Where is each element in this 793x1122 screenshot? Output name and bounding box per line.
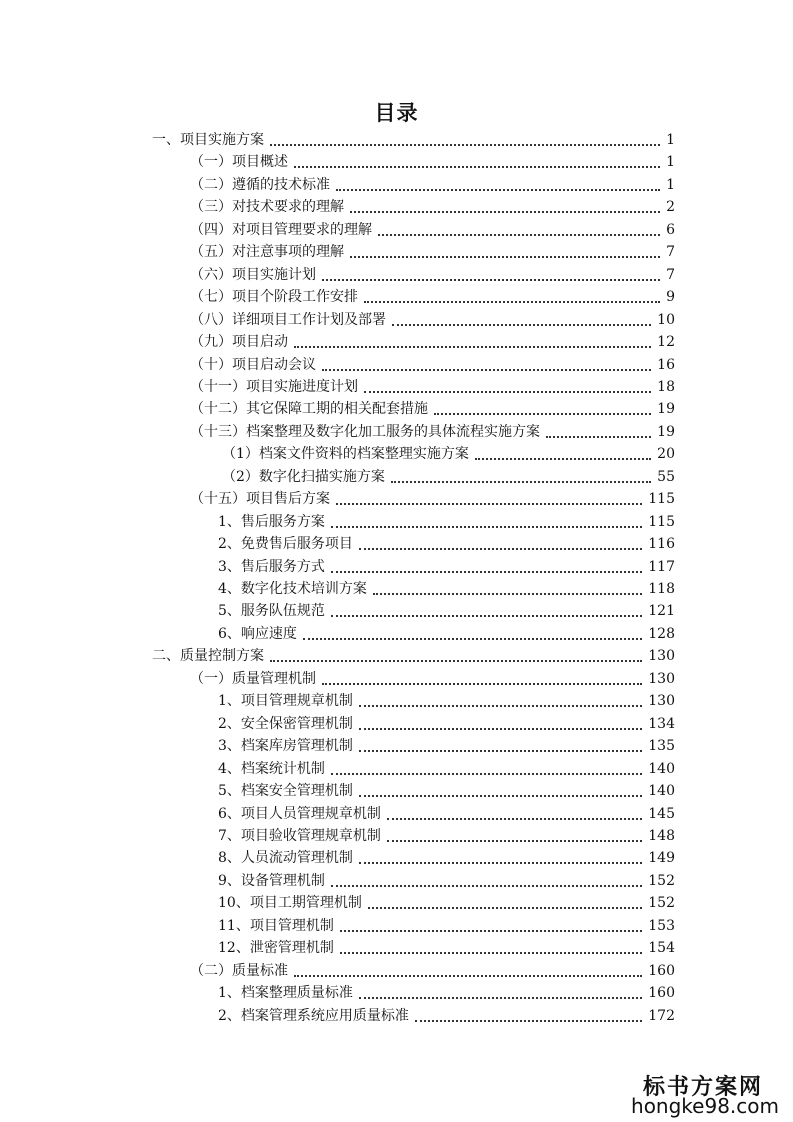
toc-leader-dots [359,985,642,999]
toc-entry[interactable] [190,172,675,194]
toc-entry-label: （十）项目启动会议 [190,356,316,373]
toc-entry-label: 11、项目管理机制 [218,917,334,934]
toc-entry-label: 2、安全保密管理机制 [218,715,353,732]
toc-entry-label: 1、售后服务方案 [218,513,325,530]
toc-entry-label: （四）对项目管理要求的理解 [190,221,372,238]
toc-entry-page: 10 [657,311,675,328]
toc-leader-dots [359,783,642,797]
toc-entry[interactable] [218,801,675,823]
toc-leader-dots [359,738,642,752]
toc-entry[interactable] [218,778,675,800]
toc-leader-dots [340,918,642,932]
toc-entry-label: 7、项目验收管理规章机制 [218,827,381,844]
toc-entry[interactable] [190,284,675,306]
toc-entry-page: 130 [648,693,675,710]
toc-leader-dots [373,581,642,595]
toc-entry-label: 二、质量控制方案 [152,648,264,665]
page-title: 目录 [374,101,419,125]
toc-entry-label: （六）项目实施计划 [190,266,316,283]
toc-leader-dots [336,491,642,505]
toc-entry-label: （2）数字化扫描实施方案 [222,468,385,485]
toc-entry[interactable] [190,486,675,508]
toc-entry-page: 116 [648,536,675,553]
toc-entry-page: 153 [648,917,675,934]
toc-entry-label: （十三）档案整理及数字化加工服务的具体流程实施方案 [190,423,540,440]
toc-entry-page: 160 [648,962,675,979]
toc-leader-dots [322,267,660,281]
toc-entry-page: 130 [648,670,675,687]
toc-leader-dots [350,244,660,258]
toc-entry-label: 9、设备管理机制 [218,872,325,889]
toc-entry-page: 9 [666,289,675,306]
toc-entry[interactable] [218,554,675,576]
toc-leader-dots [364,379,651,393]
toc-entry[interactable] [222,464,675,486]
toc-entry-page: 160 [648,985,675,1002]
toc-leader-dots [294,154,660,168]
toc-entry-page: 6 [666,221,675,238]
toc-leader-dots [331,761,642,775]
toc-entry-label: 5、档案安全管理机制 [218,783,353,800]
toc-entry[interactable] [218,733,675,755]
toc-leader-dots [359,693,642,707]
toc-entry-label: 2、免费售后服务项目 [218,536,353,553]
toc-entry[interactable] [218,598,675,620]
toc-entry-page: 1 [666,132,675,148]
toc-entry-page: 18 [657,378,675,395]
toc-entry-label: 1、项目管理规章机制 [218,693,353,710]
toc-entry[interactable] [218,756,675,778]
toc-entry-page: 55 [657,468,675,485]
toc-entry-label: （一）项目概述 [190,154,288,171]
toc-entry-page: 145 [648,805,675,822]
toc-entry-label: （十一）项目实施进度计划 [190,378,358,395]
toc-entry[interactable] [152,643,675,665]
toc-entry-label: 2、档案管理系统应用质量标准 [218,1007,409,1024]
toc-leader-dots [359,850,642,864]
toc-entry-label: 一、项目实施方案 [152,132,264,148]
toc-entry-page: 121 [648,603,675,620]
toc-entry-page: 1 [666,176,675,193]
toc-leader-dots [546,424,651,438]
toc-leader-dots [391,469,651,483]
toc-leader-dots [434,401,651,415]
toc-entry-label: 10、项目工期管理机制 [218,895,362,912]
toc-leader-dots [415,1008,642,1022]
toc-entry-label: 5、服务队伍规范 [218,603,325,620]
toc-leader-dots [331,514,642,528]
toc-leader-dots [387,828,642,842]
toc-entry-page: 134 [648,715,675,732]
toc-entry[interactable] [218,1003,675,1025]
toc-leader-dots [387,806,642,820]
toc-leader-dots [270,132,660,146]
toc-entry[interactable] [190,239,675,261]
toc-entry-label: （二）遵循的技术标准 [190,176,330,193]
toc-entry-page: 118 [648,581,675,597]
toc-entry-label: 6、响应速度 [218,625,297,642]
toc-leader-dots [336,177,660,191]
toc-entry-page: 152 [648,872,675,889]
toc-leader-dots [322,671,642,685]
toc-entry-label: （八）详细项目工作计划及部署 [190,311,386,328]
toc-entry-page: 149 [648,850,675,867]
toc-entry-label: （十五）项目售后方案 [190,491,330,508]
toc-entry-page: 140 [648,760,675,777]
toc-entry[interactable] [218,913,675,935]
watermark-url: hongke98.com [631,1094,779,1118]
toc-entry[interactable] [218,688,675,710]
toc-entry[interactable] [218,935,675,957]
toc-entry[interactable] [190,217,675,239]
toc-entry[interactable] [190,262,675,284]
toc-entry-label: （三）对技术要求的理解 [190,199,344,216]
toc-entry[interactable] [218,823,675,845]
toc-entry[interactable] [218,980,675,1002]
toc-entry-label: （1）档案文件资料的档案整理实施方案 [222,446,469,463]
toc-entry[interactable] [190,307,675,329]
toc-leader-dots [322,357,651,371]
toc-entry-page: 7 [666,266,675,283]
toc-entry-page: 130 [648,648,675,665]
toc-leader-dots [294,334,651,348]
toc-entry-label: （九）项目启动 [190,334,288,351]
toc-entry[interactable] [190,374,675,396]
toc-entry-label: 12、泄密管理机制 [218,940,334,957]
toc-leader-dots [350,199,660,213]
toc-entry-label: 4、数字化技术培训方案 [218,581,367,597]
toc-entry[interactable] [190,958,675,980]
toc-entry-label: 3、档案库房管理机制 [218,738,353,755]
toc-leader-dots [359,716,642,730]
toc-entry-page: 115 [648,491,675,508]
toc-entry[interactable] [218,711,675,733]
toc-entry-page: 115 [648,513,675,530]
toc-leader-dots [359,536,642,550]
toc-entry[interactable] [152,127,675,149]
toc-entry[interactable] [218,509,675,531]
toc-entry[interactable] [218,845,675,867]
toc-entry-label: 6、项目人员管理规章机制 [218,805,381,822]
toc-entry[interactable] [190,396,675,418]
toc-entry-page: 128 [648,625,675,642]
toc-entry-page: 140 [648,783,675,800]
toc-entry[interactable] [190,194,675,216]
toc-entry-label: （七）项目个阶段工作安排 [190,289,358,306]
toc-entry-label: 1、档案整理质量标准 [218,985,353,1002]
toc-entry-page: 172 [648,1007,675,1024]
toc-entry[interactable] [218,531,675,553]
toc-entry[interactable] [190,329,675,351]
toc-entry[interactable] [190,149,675,171]
toc-leader-dots [294,963,642,977]
toc-leader-dots [364,289,660,303]
toc-entry-label: （十二）其它保障工期的相关配套措施 [190,401,428,418]
toc-entry-page: 135 [648,738,675,755]
toc-entry-label: （一）质量管理机制 [190,670,316,687]
toc-entry-page: 1 [666,154,675,171]
toc-entry-page: 117 [648,558,675,575]
toc-entry-page: 7 [666,244,675,261]
toc-leader-dots [270,648,642,662]
toc-entry-page: 20 [657,446,675,463]
toc-entry-label: 4、档案统计机制 [218,760,325,777]
toc-leader-dots [475,446,651,460]
toc-leader-dots [331,873,642,887]
toc-entry[interactable] [218,890,675,912]
toc-entry-page: 12 [657,334,675,351]
toc-leader-dots [378,222,660,236]
toc-entry[interactable] [218,868,675,890]
watermark-brand: 标书方案网 [642,1074,763,1100]
toc-entry-label: （五）对注意事项的理解 [190,244,344,261]
toc-entry-page: 154 [648,940,675,957]
toc-leader-dots [368,895,642,909]
toc-entry[interactable] [218,621,675,643]
toc-leader-dots [392,312,651,326]
toc-entry[interactable] [190,352,675,374]
toc-entry[interactable] [190,419,675,441]
toc-entry-page: 16 [657,356,675,373]
toc-entry-page: 19 [657,401,675,418]
toc-leader-dots [331,603,642,617]
toc-entry-page: 19 [657,423,675,440]
toc-entry-label: 3、售后服务方式 [218,558,325,575]
toc-leader-dots [303,626,642,640]
toc-entry-page: 152 [648,895,675,912]
toc-leader-dots [340,940,642,954]
toc-entry[interactable] [218,576,675,598]
toc-entry[interactable] [190,666,675,688]
toc-leader-dots [331,559,642,573]
toc-entry-label: （二）质量标准 [190,962,288,979]
toc-entry[interactable] [222,441,675,463]
toc-entry-label: 8、人员流动管理机制 [218,850,353,867]
toc-entry-page: 148 [648,827,675,844]
toc-entry-page: 2 [666,199,675,216]
